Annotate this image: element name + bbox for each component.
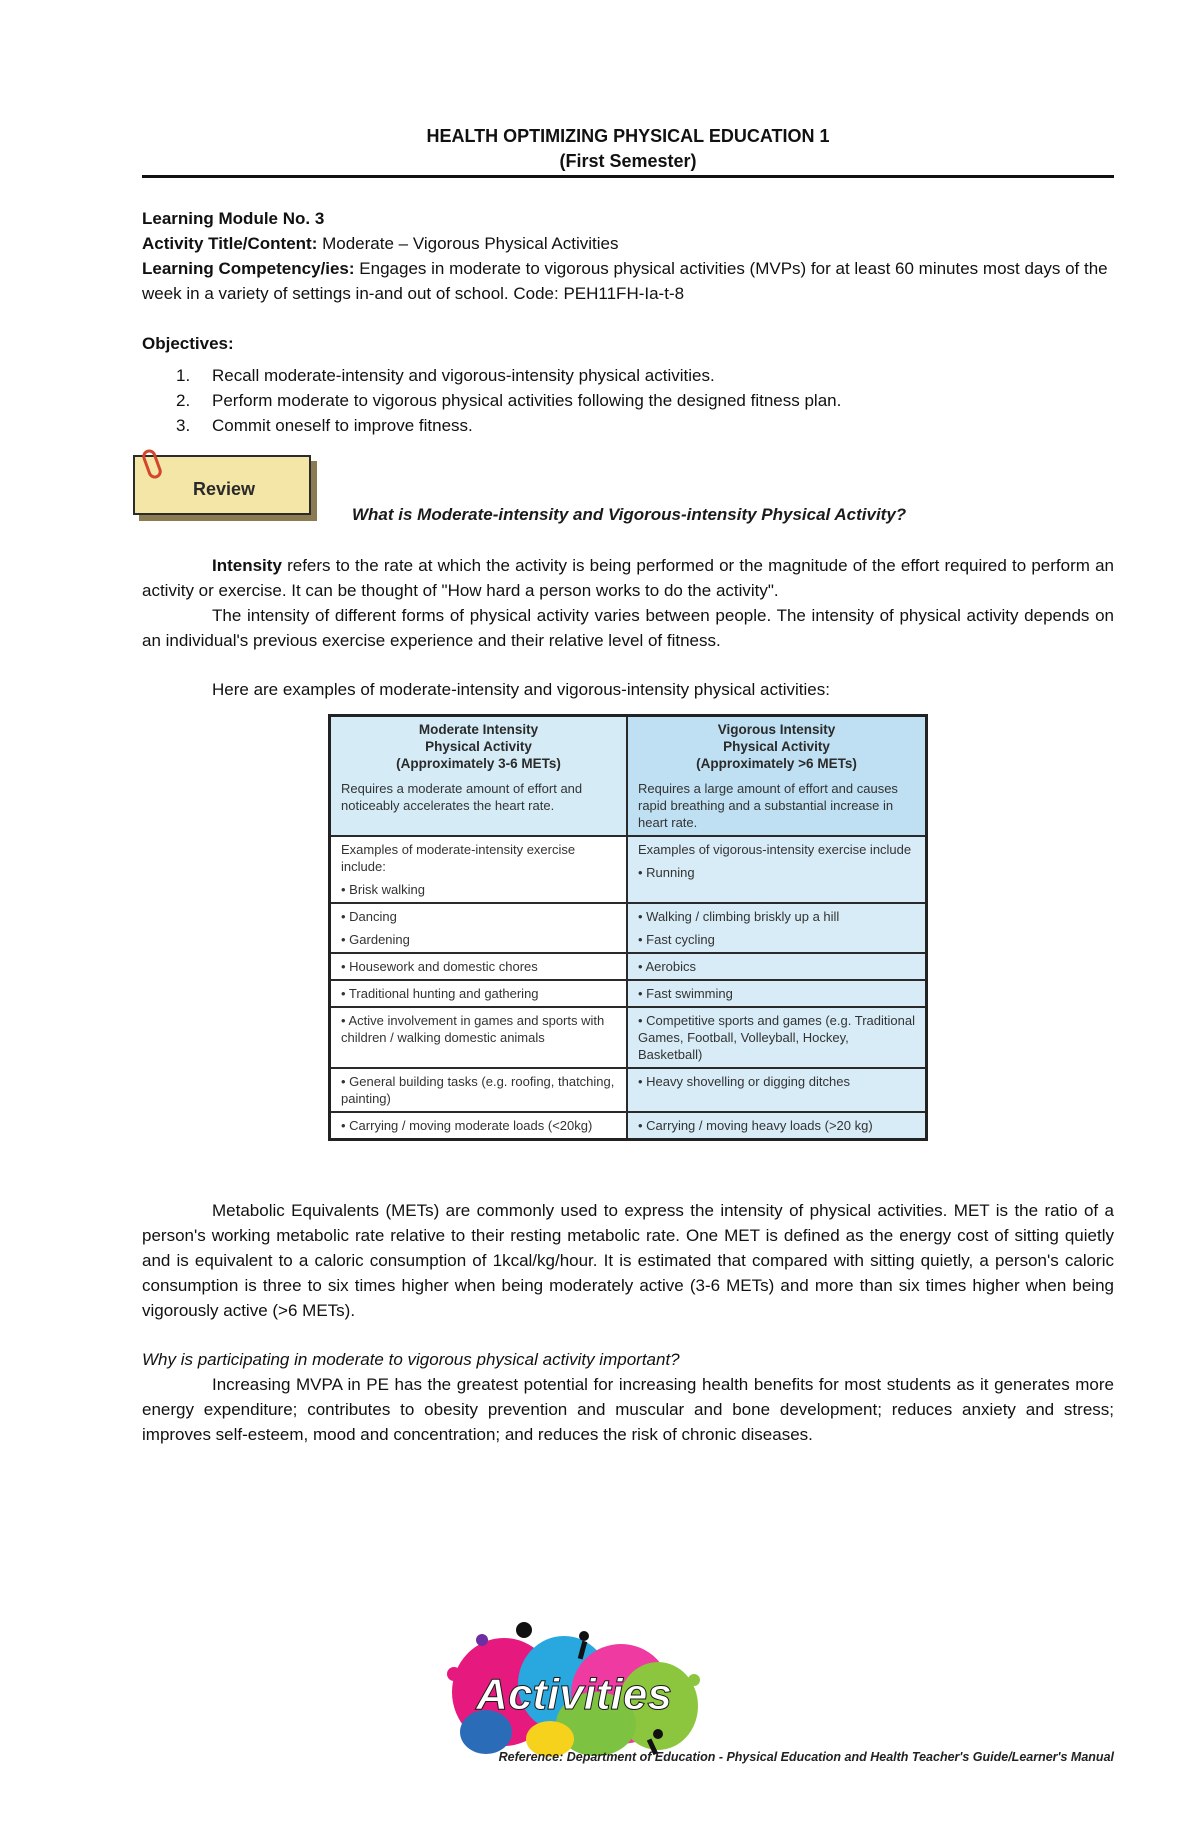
vigorous-header: Vigorous Intensity Physical Activity (Approximately >6 METs) <box>628 717 925 776</box>
competency-label: Learning Competency/ies: <box>142 259 355 278</box>
moderate-header: Moderate Intensity Physical Activity (Approximately 3-6 METs) <box>331 717 628 776</box>
objective-item: 2. Perform moderate to vigorous physical activities following the designed fitness plan. <box>176 391 842 410</box>
review-question: What is Moderate-intensity and Vigorous-intensity Physical Activity? <box>352 505 907 524</box>
table-header-row <box>331 717 925 776</box>
objectives-list <box>142 363 1114 438</box>
mets-paragraph: Metabolic Equivalents (METs) are commonly used to express the intensity of physical activities. MET is the ratio of a person's working metabolic rate relative to their resting metabolic rate. One MET is defined as the energy cost of sitting quietly and is equivalent to a caloric consumption of 1kcal/kg/hour. It is estimated that compared with sitting quietly, a person's caloric consumption is three to six times higher when being moderately active (3-6 METs) and more than six times higher when being vigorously active (>6 METs). <box>142 1201 1114 1320</box>
activities-logo <box>446 1614 708 1764</box>
reference-note: Reference: Department of Education - Physical Education and Health Teacher's Guide/Learner's Manual <box>498 1750 1114 1764</box>
table-row: • Active involvement in games and sports with children / walking domestic animals • Competitive sports and games (e.g. Traditional Games, Football, Volleyball, Hockey, Basketball) <box>331 1006 925 1067</box>
table-row: Examples of moderate-intensity exercise include: • Brisk walking Examples of vigorous-intensity exercise include • Running <box>331 835 925 902</box>
document-subtitle: (First Semester) <box>559 151 697 171</box>
activity-title-line <box>142 231 1114 256</box>
competency-line <box>142 256 1114 306</box>
why-question: Why is participating in moderate to vigorous physical activity important? <box>142 1350 680 1369</box>
intensity-term: Intensity <box>212 556 282 575</box>
module-number: Learning Module No. 3 <box>142 209 325 228</box>
table-row: • Carrying / moving moderate loads (<20kg) • Carrying / moving heavy loads (>20 kg) <box>331 1111 925 1138</box>
intensity-variation-paragraph: The intensity of different forms of physical activity varies between people. The intensity of physical activity depends on an individual's previous exercise experience and their relative level of fitness. <box>142 606 1114 650</box>
activity-title-label: Activity Title/Content: <box>142 234 318 253</box>
table-row: • General building tasks (e.g. roofing, thatching, painting) • Heavy shovelling or digging ditches <box>331 1067 925 1111</box>
vigorous-description: Requires a large amount of effort and causes rapid breathing and a substantial increase in heart rate. <box>628 776 925 835</box>
intensity-table <box>328 714 928 1141</box>
competency-value: Engages in moderate to vigorous physical activities (MVPs) for at least 60 minutes most days of the week in a variety of settings in-and out of school. Code: PEH11FH-Ia-t-8 <box>142 259 1108 303</box>
table-row: • Housework and domestic chores • Aerobics <box>331 952 925 979</box>
document-title: HEALTH OPTIMIZING PHYSICAL EDUCATION 1 <box>426 126 830 146</box>
review-label: Review <box>192 479 256 499</box>
logo-text: Activities <box>476 1670 672 1719</box>
table-row: • Dancing • Gardening • Walking / climbing briskly up a hill • Fast cycling <box>331 902 925 952</box>
intensity-paragraph: Intensity refers to the rate at which the activity is being performed or the magnitude of the effort required to perform an activity or exercise. It can be thought of "How hard a person works to do the activity". <box>142 556 1114 600</box>
examples-intro: Here are examples of moderate-intensity and vigorous-intensity physical activities: <box>212 680 830 699</box>
moderate-description: Requires a moderate amount of effort and noticeably accelerates the heart rate. <box>331 776 628 835</box>
review-badge <box>133 455 317 521</box>
why-answer: Increasing MVPA in PE has the greatest potential for increasing health benefits for most students as it generates more energy expenditure; contributes to obesity prevention and muscular and bone development; reduces anxiety and stress; improves self-esteem, mood and concentration; and reduces the risk of chronic diseases. <box>142 1375 1114 1444</box>
table-row: • Traditional hunting and gathering • Fast swimming <box>331 979 925 1006</box>
objective-item: 1. Recall moderate-intensity and vigorous-intensity physical activities. <box>176 366 715 385</box>
objective-item: 3. Commit oneself to improve fitness. <box>176 416 473 435</box>
objectives-heading: Objectives: <box>142 334 234 353</box>
module-info <box>142 206 1114 306</box>
activity-title-value: Moderate – Vigorous Physical Activities <box>317 234 619 253</box>
header-divider <box>142 175 1114 178</box>
table-description-row <box>331 776 925 835</box>
